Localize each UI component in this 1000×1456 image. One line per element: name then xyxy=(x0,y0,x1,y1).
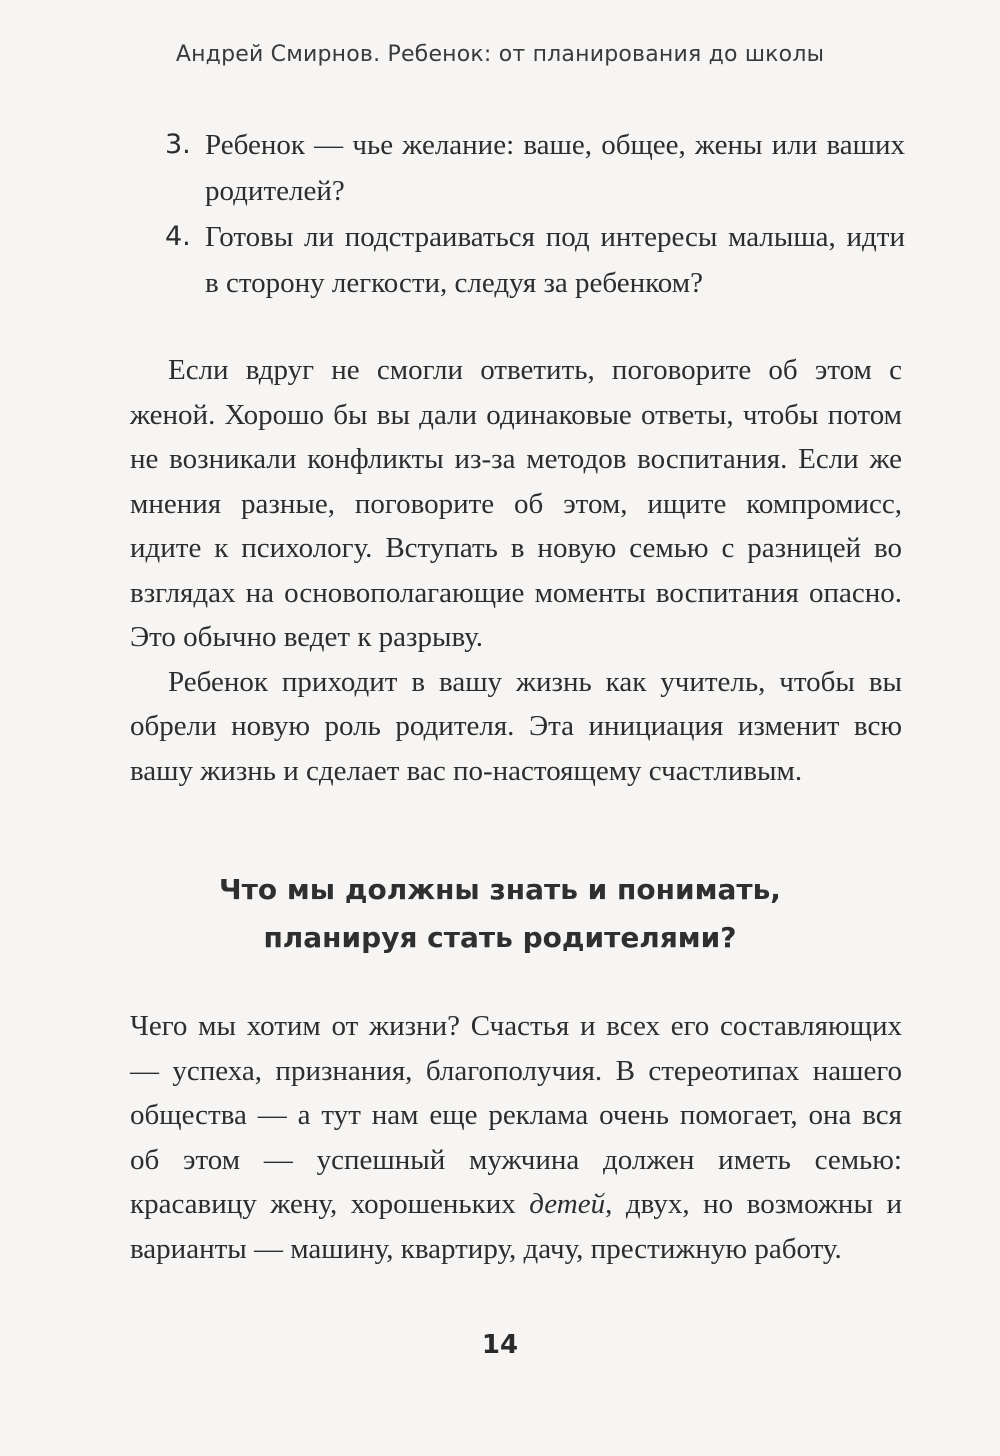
running-header: Андрей Смирнов. Ребенок: от планирования до школы xyxy=(175,42,825,67)
section-heading xyxy=(0,866,1000,962)
paragraph xyxy=(130,1004,902,1271)
list-item xyxy=(165,214,905,306)
list-item-text: Ребенок — чье желание: ваше, общее, жены или ваших родителей? xyxy=(205,129,905,207)
emphasized-word: детей xyxy=(529,1188,606,1220)
list-item xyxy=(165,122,905,214)
paragraph-text: Чего мы хотим от жизни? Счастья и всех его составляющих — успеха, признания, благополучия. В стереотипах нашего общества — а тут нам еще реклама очень помогает, она вся об этом — успешный мужчина должен иметь семью: красавицу жену, хорошеньких xyxy=(130,1010,902,1220)
paragraph-text: , двух, но возможны и варианты — машину, квартиру, дачу, престижную работу. xyxy=(130,1188,902,1265)
page-number: 14 xyxy=(481,1330,519,1360)
list-item-number: 3. xyxy=(165,129,191,160)
list-item-text: Готовы ли подстраиваться под интересы малыша, идти в сторону легкости, следуя за ребенком? xyxy=(205,221,905,299)
paragraph: Ребенок приходит в вашу жизнь как учитель, чтобы вы обрели новую роль родителя. Эта инициация изменит всю вашу жизнь и сделает вас по-настоящему счастливым. xyxy=(130,665,902,787)
section-heading-line: Что мы должны знать и понимать, xyxy=(219,873,781,906)
section-heading-line: планируя стать родителями? xyxy=(263,921,737,954)
section-body-text xyxy=(130,1004,902,1271)
list-item-number: 4. xyxy=(165,221,191,252)
question-list xyxy=(165,122,905,306)
paragraph: Если вдруг не смогли ответить, поговорите об этом с женой. Хорошо бы вы дали одинаковые ответы, чтобы потом не возникали конфликты из-за методов воспитания. Если же мнения разные, поговорите об этом, ищите компромисс, идите к психологу. Вступать в новую семью с разницей во взглядах на основополагающие моменты воспитания опасно. Это обычно ведет к разрыву. xyxy=(130,354,902,653)
body-text xyxy=(130,348,902,793)
